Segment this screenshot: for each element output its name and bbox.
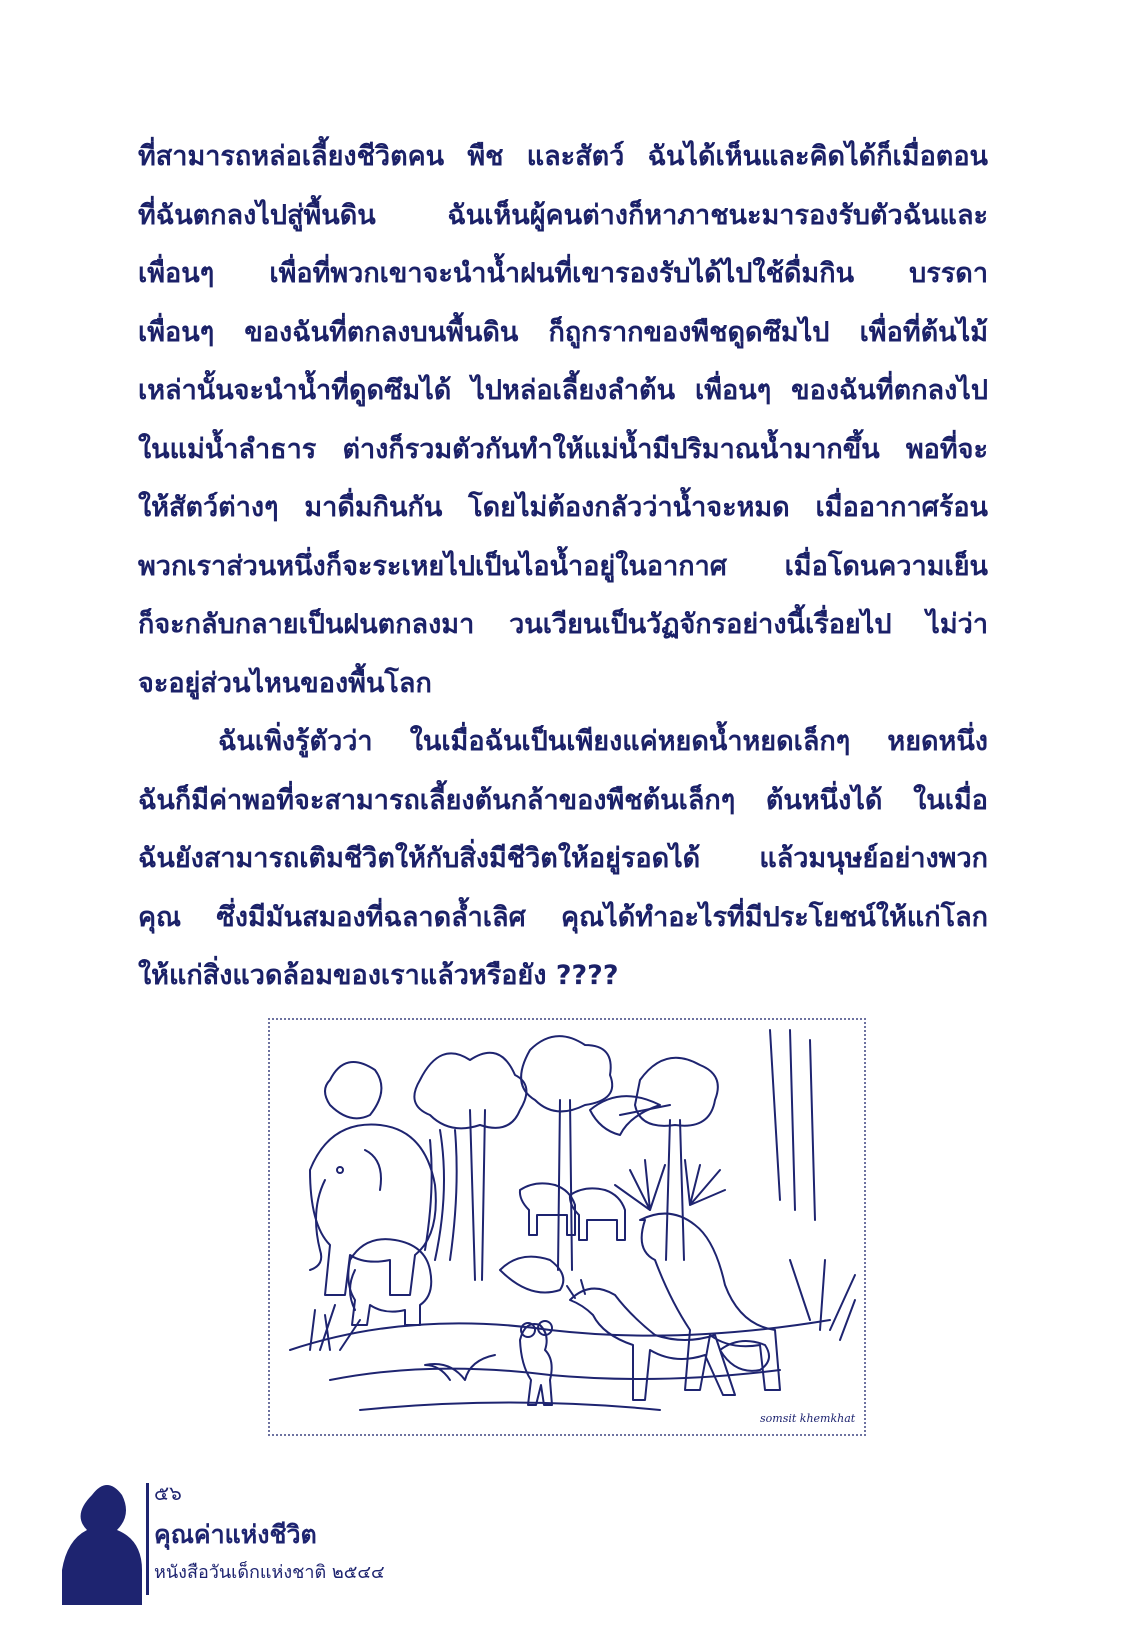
- text-line: [138, 128, 988, 187]
- book-title: คุณค่าแห่งชีวิต: [154, 1520, 317, 1549]
- footer-divider: [146, 1483, 149, 1595]
- text-line-content: ในแม่น้ำลำธาร ต่างก็รวมตัวกันทำให้แม่น้ำมีปริมาณน้ำมากขึ้น พอที่จะ: [138, 433, 988, 465]
- text-line: [138, 538, 988, 597]
- text-line: [138, 479, 988, 538]
- text-line-content: พวกเราส่วนหนึ่งก็จะระเหยไปเป็นไอน้ำอยู่ในอากาศ เมื่อโดนความเย็น: [138, 550, 988, 582]
- text-line: [138, 362, 988, 421]
- text-line-content: ฉันก็มีค่าพอที่จะสามารถเลี้ยงต้นกล้าของพืชต้นเล็กๆ ต้นหนึ่งได้ ในเมื่อ: [138, 784, 988, 816]
- text-line-content: ที่สามารถหล่อเลี้ยงชีวิตคน พืช และสัตว์ ฉันได้เห็นและคิดได้ก็เมื่อตอน: [138, 141, 988, 172]
- text-line-content: คุณ ซึ่งมีมันสมองที่ฉลาดล้ำเลิศ คุณได้ทำอะไรที่มีประโยชน์ให้แก่โลก: [138, 901, 988, 933]
- page-number: ๕๖: [154, 1481, 182, 1505]
- forest-animals-illustration: [268, 1018, 866, 1436]
- book-subtitle: หนังสือวันเด็กแห่งชาติ ๒๕๔๔: [154, 1562, 385, 1583]
- body-text: [138, 128, 988, 1006]
- text-line: [138, 187, 988, 246]
- text-line-content: ฉันยังสามารถเติมชีวิตให้กับสิ่งมีชีวิตให้อยู่รอดได้ แล้วมนุษย์อย่างพวก: [138, 843, 988, 874]
- illustration-drawing: [270, 1020, 864, 1434]
- text-line: [138, 245, 988, 304]
- text-line: [138, 889, 988, 948]
- text-line: [138, 947, 988, 1006]
- text-line-content: เพื่อนๆ เพื่อที่พวกเขาจะนำน้ำฝนที่เขารองรับได้ไปใช้ดื่มกิน บรรดา: [138, 258, 988, 289]
- text-line: [138, 830, 988, 889]
- text-line-content: ให้สัตว์ต่างๆ มาดื่มกินกัน โดยไม่ต้องกลัวว่าน้ำจะหมด เมื่ออากาศร้อน: [138, 492, 988, 523]
- reader-silhouette-icon: [62, 1475, 142, 1605]
- text-line-content: จะอยู่ส่วนไหนของพื้นโลก: [138, 667, 432, 699]
- text-line: [138, 713, 988, 772]
- artist-signature: somsit khemkhat: [760, 1412, 856, 1425]
- text-line: [138, 304, 988, 363]
- text-line-content: ฉันเพิ่งรู้ตัวว่า ในเมื่อฉันเป็นเพียงแค่หยดน้ำหยดเล็กๆ หยดหนึ่ง: [218, 726, 988, 757]
- text-line-content: ก็จะกลับกลายเป็นฝนตกลงมา วนเวียนเป็นวัฏจักรอย่างนี้เรื่อยไป ไม่ว่า: [138, 609, 988, 640]
- text-line: [138, 596, 988, 655]
- text-line-content: ที่ฉันตกลงไปสู่พื้นดิน ฉันเห็นผู้คนต่างก็หาภาชนะมารองรับตัวฉันและ: [138, 199, 988, 231]
- text-line: [138, 421, 988, 480]
- page-footer: [62, 1475, 462, 1605]
- text-line: [138, 772, 988, 831]
- text-line-content: เพื่อนๆ ของฉันที่ตกลงบนพื้นดิน ก็ถูกรากของพืชดูดซึมไป เพื่อที่ต้นไม้: [138, 316, 988, 348]
- text-line: [138, 655, 988, 714]
- text-line-content: เหล่านั้นจะนำน้ำที่ดูดซึมได้ ไปหล่อเลี้ยงลำต้น เพื่อนๆ ของฉันที่ตกลงไป: [138, 375, 988, 406]
- text-line-content: ให้แก่สิ่งแวดล้อมของเราแล้วหรือยัง ????: [138, 960, 619, 991]
